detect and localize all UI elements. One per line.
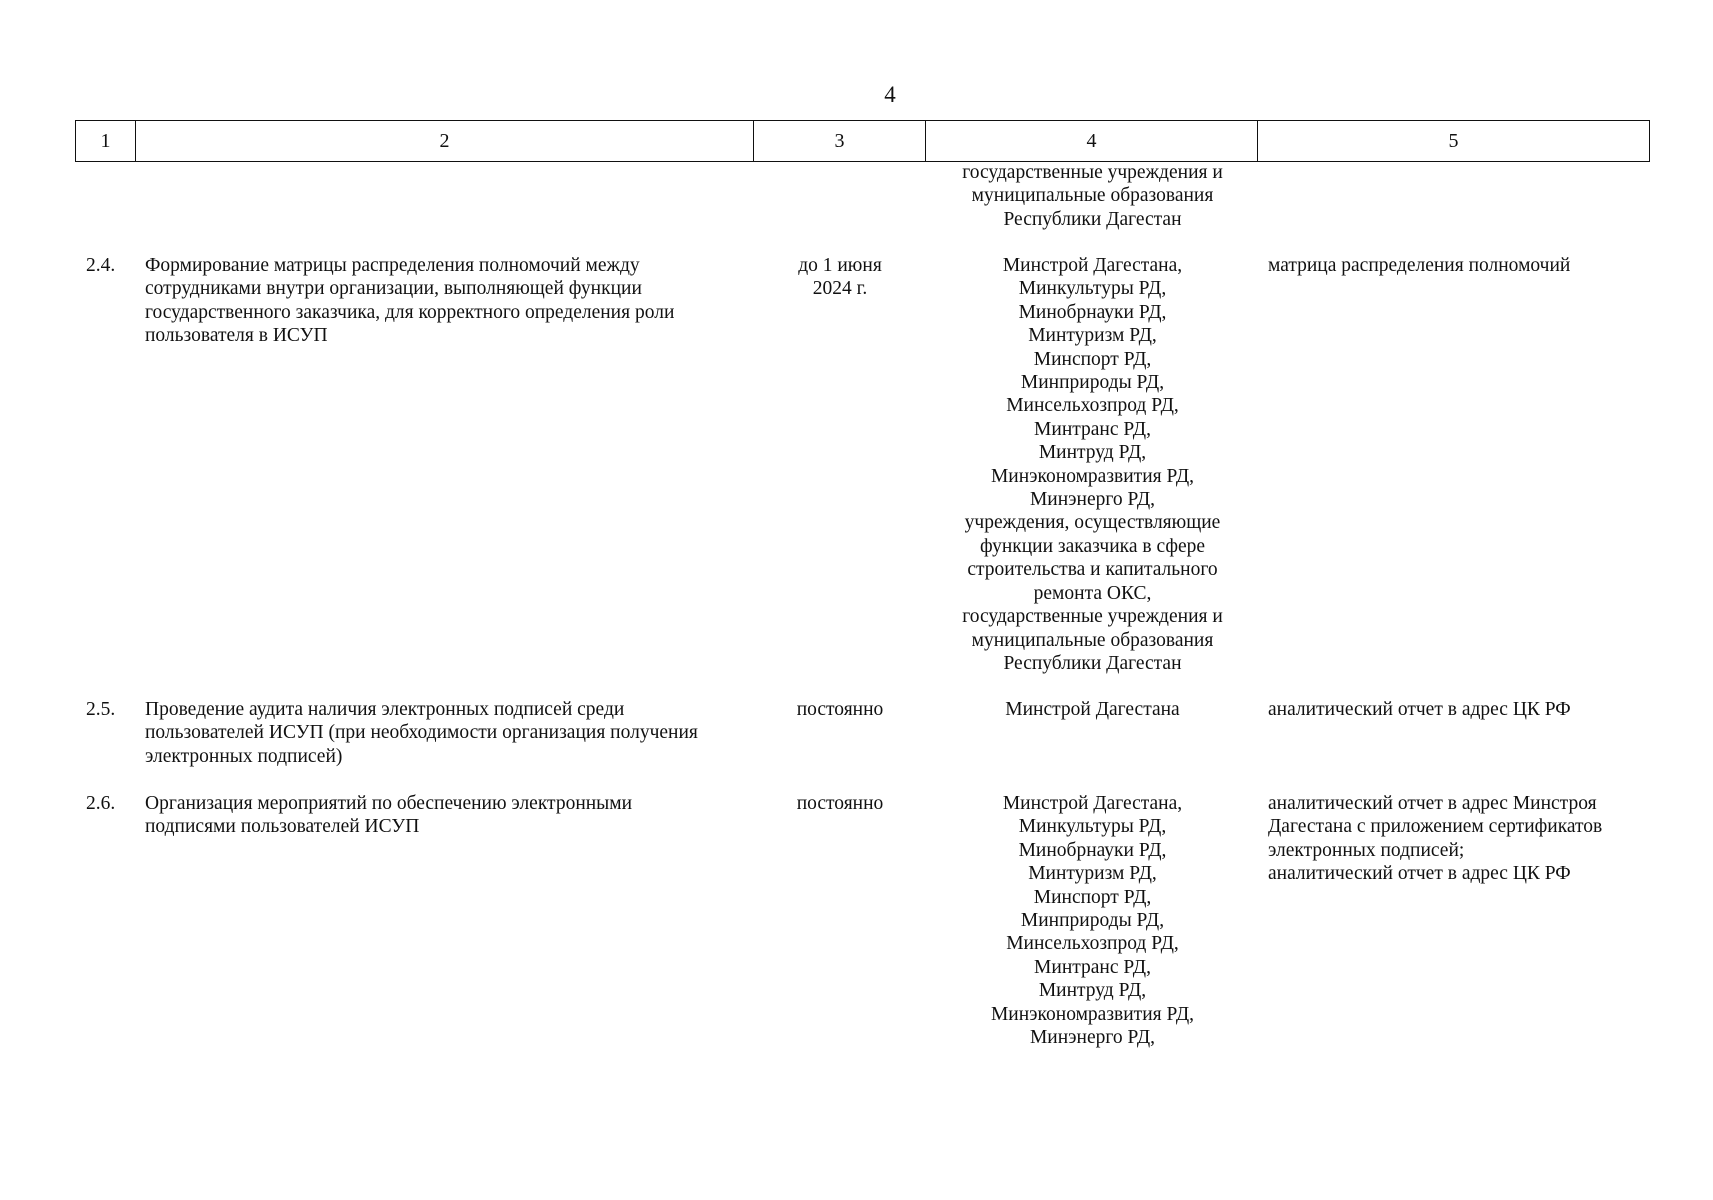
row-deadline: постоянно: [796, 793, 884, 814]
row-result: аналитический отчет в адрес Минстроя Дагестана с приложением сертификатов электронных подписей; аналитический отчет в адрес ЦК РФ: [1268, 793, 1603, 885]
row-number: 2.5.: [86, 699, 116, 720]
continuation-executors: государственные учреждения и муниципальные образования Республики Дагестан: [962, 162, 1223, 230]
row-result: аналитический отчет в адрес ЦК РФ: [1268, 699, 1571, 720]
row-number: 2.4.: [86, 255, 116, 276]
row-deadline: до 1 июня 2024 г.: [798, 255, 882, 300]
column-header-3: 3: [754, 121, 926, 162]
row-deadline: постоянно: [796, 699, 884, 720]
column-header-1: 1: [76, 121, 136, 162]
column-header-2: 2: [136, 121, 754, 162]
column-header-5: 5: [1258, 121, 1650, 162]
row-executors: Минстрой Дагестана, Минкультуры РД, Минобрнауки РД, Минтуризм РД, Минспорт РД, Минприроды РД, Минсельхозпрод РД, Минтранс РД, Минтруд РД, Минэкономразвития РД, Минэнерго РД, учреждения, осуществляющие функции заказчика в сфере строительства и капитального ремонта ОКС, государственные учреждения и муниципальные образования Республики Дагестан: [962, 255, 1223, 674]
row-number: 2.6.: [86, 793, 116, 814]
row-executors: Минстрой Дагестана, Минкультуры РД, Минобрнауки РД, Минтуризм РД, Минспорт РД, Минприроды РД, Минсельхозпрод РД, Минтранс РД, Минтруд РД, Минэкономразвития РД, Минэнерго РД,: [990, 793, 1195, 1049]
column-header-4: 4: [926, 121, 1258, 162]
row-task: Проведение аудита наличия электронных подписей среди пользователей ИСУП (при необходимости организация получения электронных подписей): [145, 699, 698, 767]
row-executors: Минстрой Дагестана: [1005, 699, 1180, 720]
column-header-row: [76, 121, 1650, 162]
row-task: Формирование матрицы распределения полномочий между сотрудниками внутри организации, выполняющей функции государственного заказчика, для корректного определения роли пользователя в ИСУП: [145, 255, 675, 347]
row-result: матрица распределения полномочий: [1268, 255, 1571, 276]
row-task: Организация мероприятий по обеспечению электронными подписями пользователей ИСУП: [145, 793, 633, 838]
column-header-table: [75, 120, 1650, 162]
page-number: 4: [884, 82, 896, 107]
